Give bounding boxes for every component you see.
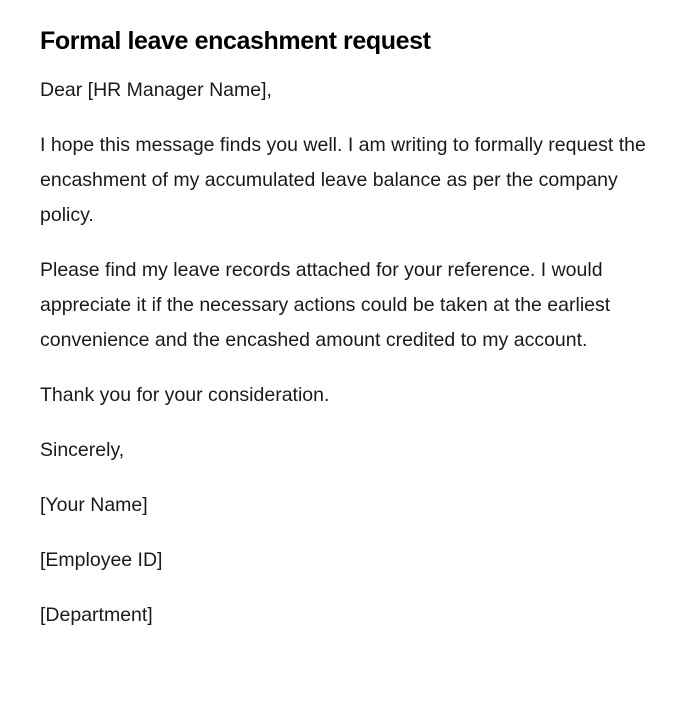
body-paragraph-thanks: Thank you for your consideration. [40,384,330,406]
closing: Sincerely, [40,439,125,461]
signature-department: [Department] [40,604,153,626]
signature-employee-id: [Employee ID] [40,549,163,571]
document-title: Formal leave encashment request [40,27,431,55]
salutation: Dear [HR Manager Name], [40,79,272,101]
body-paragraph-intro: I hope this message finds you well. I am writing to formally request the encashment of my accumulated leave balance as per the company policy. [40,134,646,226]
body-paragraph-request: Please find my leave records attached for your reference. I would appreciate it if the necessary actions could be taken at the earliest convenience and the encashed amount credited to my account. [40,259,611,351]
signature-name: [Your Name] [40,494,148,516]
letter-document [40,24,660,653]
